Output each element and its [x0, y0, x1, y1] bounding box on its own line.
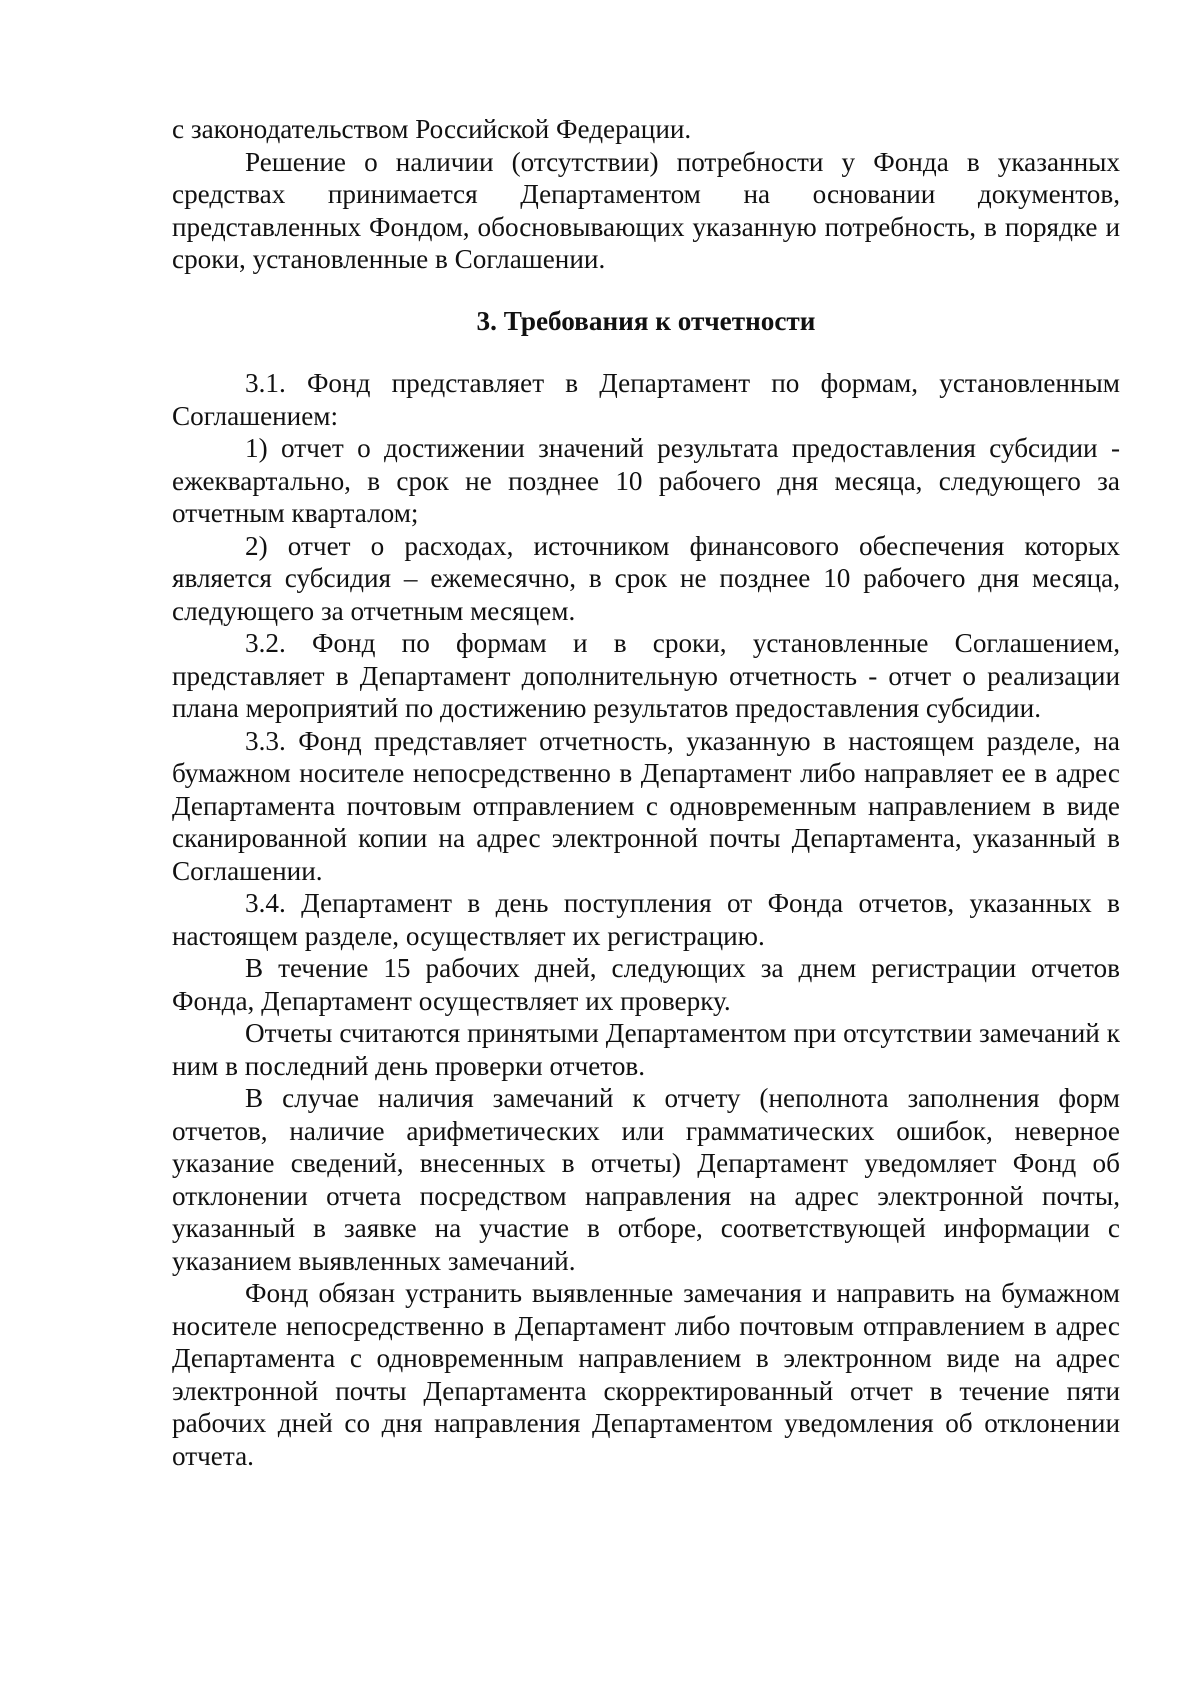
paragraph-acceptance: Отчеты считаются принятыми Департаментом при отсутствии замечаний к ним в последний день проверки отчетов.: [172, 1018, 1120, 1081]
paragraph-remarks: В случае наличия замечаний к отчету (неполнота заполнения форм отчетов, наличие арифметических или грамматических ошибок, неверное указание сведений, внесенных в отчеты) Департамент уведомляет Фонд об отклонении отчета посредством направления на адрес электронной почты, указанный в заявке на участие в отборе, соответствующей информации с указанием выявленных замечаний.: [172, 1083, 1120, 1276]
intro-paragraph-2: Решение о наличии (отсутствии) потребности у Фонда в указанных средствах принимается Департаментом на основании документов, представленных Фондом, обосновывающих указанную потребность, в порядке и сроки, установленные в Соглашении.: [172, 146, 1120, 274]
paragraph-correction: Фонд обязан устранить выявленные замечания и направить на бумажном носителе непосредственно в Департамент либо почтовым отправлением в адрес Департамента с одновременным направлением в электронном виде на адрес электронной почты Департамента скорректированный отчет в течение пяти рабочих дней со дня направления Департаментом уведомления об отклонении отчета.: [172, 1278, 1120, 1471]
paragraph-3-3: 3.3. Фонд представляет отчетность, указанную в настоящем разделе, на бумажном носителе непосредственно в Департамент либо направляет ее в адрес Департамента почтовым отправлением с одновременным направлением в виде сканированной копии на адрес электронной почты Департамента, указанный в Соглашении.: [172, 725, 1120, 886]
paragraph-3-4: 3.4. Департамент в день поступления от Фонда отчетов, указанных в настоящем разделе, осуществляет их регистрацию.: [172, 888, 1120, 951]
intro-paragraph-1: с законодательством Российской Федерации.: [172, 114, 692, 144]
document-page: [172, 113, 1120, 1472]
paragraph-review-period: В течение 15 рабочих дней, следующих за днем регистрации отчетов Фонда, Департамент осуществляет их проверку.: [172, 953, 1120, 1016]
paragraph-3-2: 3.2. Фонд по формам и в сроки, установленные Соглашением, представляет в Департамент дополнительную отчетность - отчет о реализации плана мероприятий по достижению результатов предоставления субсидии.: [172, 628, 1120, 723]
section-title: 3. Требования к отчетности: [476, 305, 816, 336]
list-item-1: 1) отчет о достижении значений результата предоставления субсидии - ежеквартально, в срок не позднее 10 рабочего дня месяца, следующего за отчетным кварталом;: [172, 433, 1120, 528]
list-item-2: 2) отчет о расходах, источником финансового обеспечения которых является субсидия – ежемесячно, в срок не позднее 10 рабочего дня месяца, следующего за отчетным месяцем.: [172, 530, 1120, 626]
paragraph-3-1: 3.1. Фонд представляет в Департамент по формам, установленным Соглашением:: [172, 368, 1120, 431]
